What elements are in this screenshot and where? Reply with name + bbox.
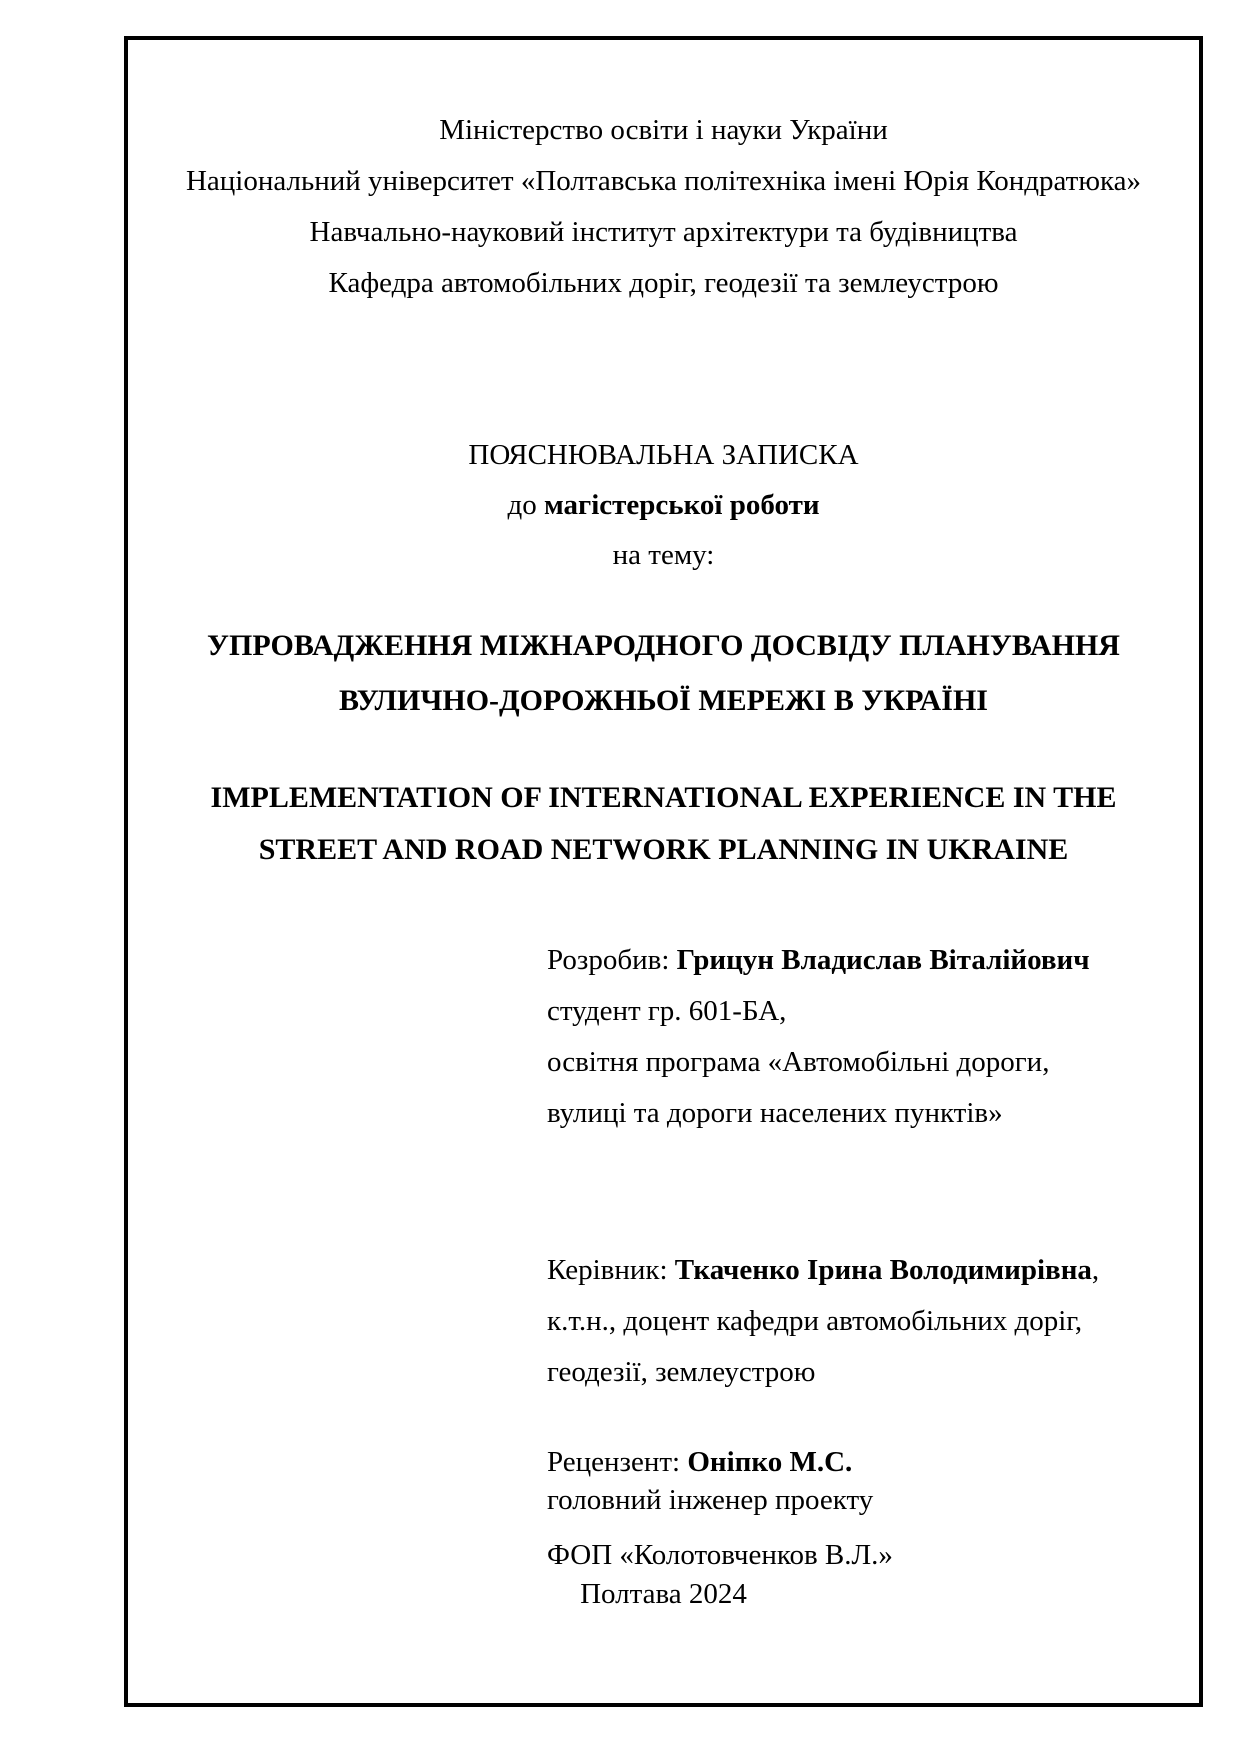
- thesis-title-ukrainian: [128, 618, 1199, 728]
- author-label: Розробив:: [547, 944, 677, 976]
- supervisor-label: Керівник:: [547, 1254, 675, 1286]
- thesis-title-english: [128, 772, 1199, 876]
- thesis-title-en-line1: IMPLEMENTATION OF INTERNATIONAL EXPERIENCE IN THE: [210, 781, 1117, 814]
- author-group-line: студент гр. 601-БА,: [547, 995, 787, 1027]
- city-year-line: Полтава 2024: [580, 1578, 747, 1610]
- thesis-type-bold: магістерської роботи: [543, 489, 820, 521]
- university-line: Національний університет «Полтавська політехніка імені Юрія Кондратюка»: [185, 165, 1142, 197]
- thesis-title-ua-line1: УПРОВАДЖЕННЯ МІЖНАРОДНОГО ДОСВІДУ ПЛАНУВАННЯ: [207, 629, 1120, 662]
- reviewer-name: Оніпко М.С.: [687, 1446, 853, 1478]
- document-type-block: [128, 430, 1199, 580]
- reviewer-label: Рецензент:: [547, 1446, 688, 1478]
- author-program-line2: вулиці та дороги населених пунктів»: [547, 1097, 1003, 1129]
- ministry-line: Міністерство освіти і науки України: [439, 114, 888, 146]
- institute-line: Навчально-науковий інститут архітектури та будівництва: [309, 216, 1018, 248]
- reviewer-position-line: головний інженер проекту: [547, 1484, 874, 1516]
- supervisor-name-suffix: ,: [1091, 1254, 1100, 1286]
- reviewer-block: [547, 1443, 1199, 1580]
- theme-label: на тему:: [612, 539, 715, 571]
- reviewer-company-line: ФОП «Колотовченков В.Л.»: [547, 1539, 893, 1571]
- supervisor-line: [547, 1245, 1199, 1296]
- supervisor-degree-line1: к.т.н., доцент кафедри автомобільних доріг,: [547, 1305, 1083, 1337]
- header-block: [128, 105, 1199, 309]
- thesis-title-en-line2: STREET AND ROAD NETWORK PLANNING IN UKRAINE: [258, 833, 1069, 866]
- supervisor-name: Ткаченко Ірина Володимирівна: [674, 1254, 1092, 1286]
- supervisor-degree-line2: геодезії, землеустрою: [547, 1356, 816, 1388]
- explanatory-note-title: ПОЯСНЮВАЛЬНА ЗАПИСКА: [468, 439, 859, 471]
- author-line: [547, 935, 1199, 986]
- thesis-type-prefix: до: [507, 489, 544, 521]
- author-name: Грицун Владислав Віталійович: [676, 944, 1090, 976]
- author-program-line1: освітня програма «Автомобільні дороги,: [547, 1046, 1050, 1078]
- city-year-block: [128, 1572, 1199, 1616]
- reviewer-line: [547, 1443, 1199, 1481]
- thesis-type-line: [128, 480, 1199, 530]
- author-block: [547, 935, 1199, 1139]
- department-line: Кафедра автомобільних доріг, геодезії та землеустрою: [328, 267, 999, 299]
- supervisor-block: [547, 1245, 1199, 1398]
- thesis-title-ua-line2: ВУЛИЧНО-ДОРОЖНЬОЇ МЕРЕЖІ В УКРАЇНІ: [339, 684, 988, 717]
